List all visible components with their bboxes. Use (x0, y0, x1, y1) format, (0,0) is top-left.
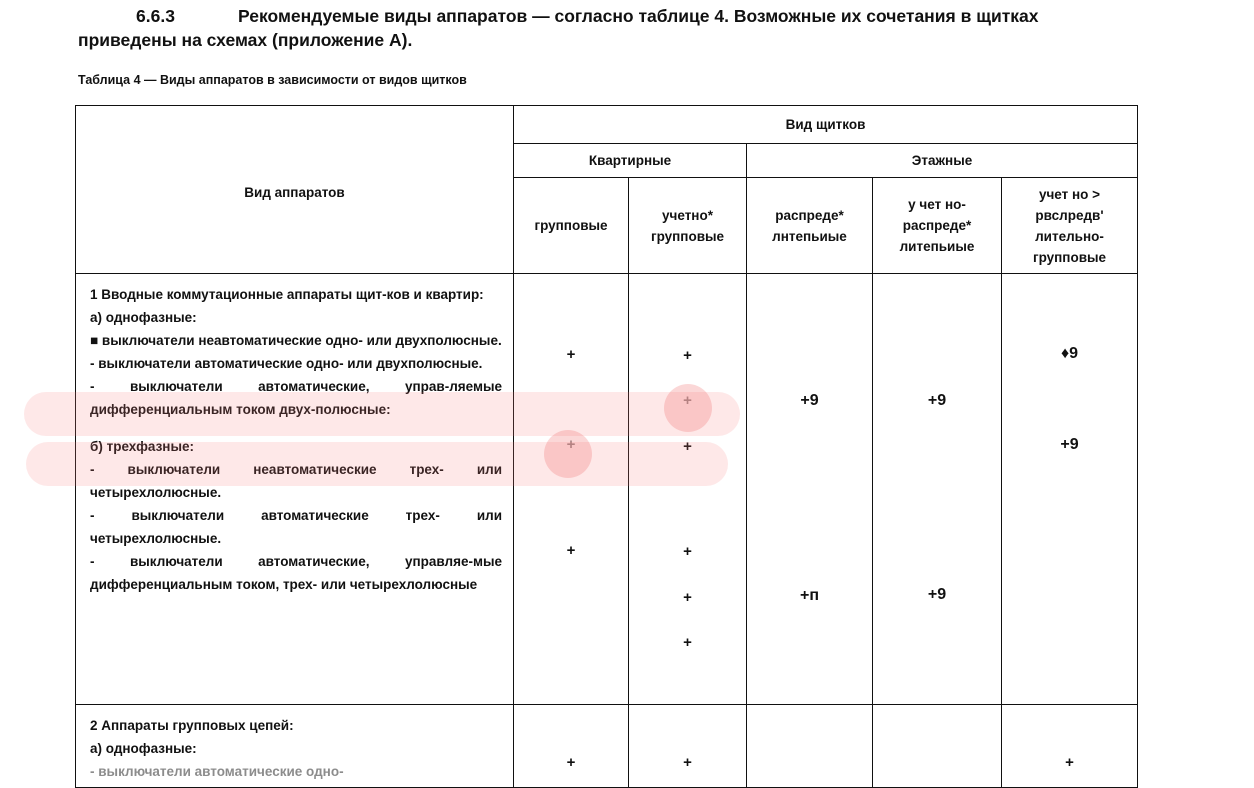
cell-group-s2 (514, 705, 629, 788)
cell-metering-distribution-s1 (873, 274, 1002, 705)
section-1a-item-3: - выключатели автоматические, управ-ляемые дифференциальным током двух-полюсные: (90, 379, 502, 417)
mark-plus: + (683, 589, 692, 606)
col-header-metering-group: учетно* групповые (629, 178, 747, 274)
mark-plus: + (566, 754, 576, 771)
section-number: 6.6.3 (136, 6, 175, 26)
section-1-description (76, 274, 514, 705)
section-heading (78, 4, 1178, 52)
section-heading-text: Рекомендуемые виды аппаратов — согласно таблице 4. Возможные их сочетания в щитках (238, 6, 1039, 26)
apparatus-table (75, 105, 1138, 788)
cell-distribution-s2 (747, 705, 873, 788)
mark-plus: + (566, 346, 576, 363)
mark-plus: + (566, 542, 576, 559)
section-1-title: 1 Вводные коммутационные аппараты щит-ков и квартир: (90, 287, 484, 302)
col-header-panel-types: Вид щитков (514, 106, 1138, 144)
col-header-metering-distribution: у чет но- распреде* литепьиые (873, 178, 1002, 274)
section-2a-item-1: - выключатели автоматические одно- (90, 764, 344, 779)
section-1a-item-2: - выключатели автоматические одно- или двухполюсные. (90, 356, 483, 371)
mark-plus9: +9 (1060, 436, 1079, 453)
mark-plus9: +9 (927, 586, 947, 603)
col-header-metering-distribution-group: учет но > рвслредв' лительно- групповые (1002, 178, 1138, 274)
mark-diamond9: ♦9 (1060, 345, 1079, 362)
section-2-title: 2 Аппараты групповых цепей: (90, 718, 294, 733)
col-header-floor: Этажные (747, 144, 1138, 178)
section-1a-item-1: ■ выключатели неавтоматические одно- или двухполюсные. (90, 333, 502, 348)
cell-metering-group-s2 (629, 705, 747, 788)
col-header-group: групповые (514, 178, 629, 274)
mark-plus9: +9 (927, 392, 947, 409)
section-1a-title: а) однофазные: (90, 310, 197, 325)
section-1b-item-3: - выключатели автоматические, управляе-мые дифференциальным током, трех- или четырехлолюсные (90, 554, 502, 592)
mark-plus: + (683, 543, 692, 560)
mark-plus: + (683, 634, 692, 651)
mark-plus: + (683, 438, 692, 455)
mark-plus: + (683, 754, 692, 771)
cell-group-s1 (514, 274, 629, 705)
col-header-distribution: распреде* лнтепьиые (747, 178, 873, 274)
col-header-apparatus: Вид аппаратов (76, 106, 514, 274)
mark-plus: + (566, 436, 576, 453)
cell-distribution-s1 (747, 274, 873, 705)
section-heading-text-2: приведены на схемах (приложение А). (78, 30, 413, 50)
mark-plus: + (683, 347, 692, 364)
section-1b-item-1: - выключатели неавтоматические трех- или четырехлолюсные. (90, 462, 502, 500)
col-header-apartment: Квартирные (514, 144, 747, 178)
mark-plusp: +п (799, 587, 819, 604)
mark-plus: + (683, 392, 692, 409)
mark-plus9: +9 (800, 392, 819, 409)
cell-metering-distribution-s2 (873, 705, 1002, 788)
cell-metering-group-s1 (629, 274, 747, 705)
table-caption: Таблица 4 — Виды аппаратов в зависимости от видов щитков (78, 73, 467, 87)
mark-plus: + (1065, 754, 1074, 771)
section-1b-title: б) трехфазные: (90, 439, 194, 454)
section-2-description (76, 705, 514, 788)
section-2a-title: а) однофазные: (90, 741, 197, 756)
cell-metering-distribution-group-s1 (1002, 274, 1138, 705)
section-1b-item-2: - выключатели автоматические трех- или четырехлолюсные. (90, 508, 502, 546)
cell-metering-distribution-group-s2 (1002, 705, 1138, 788)
